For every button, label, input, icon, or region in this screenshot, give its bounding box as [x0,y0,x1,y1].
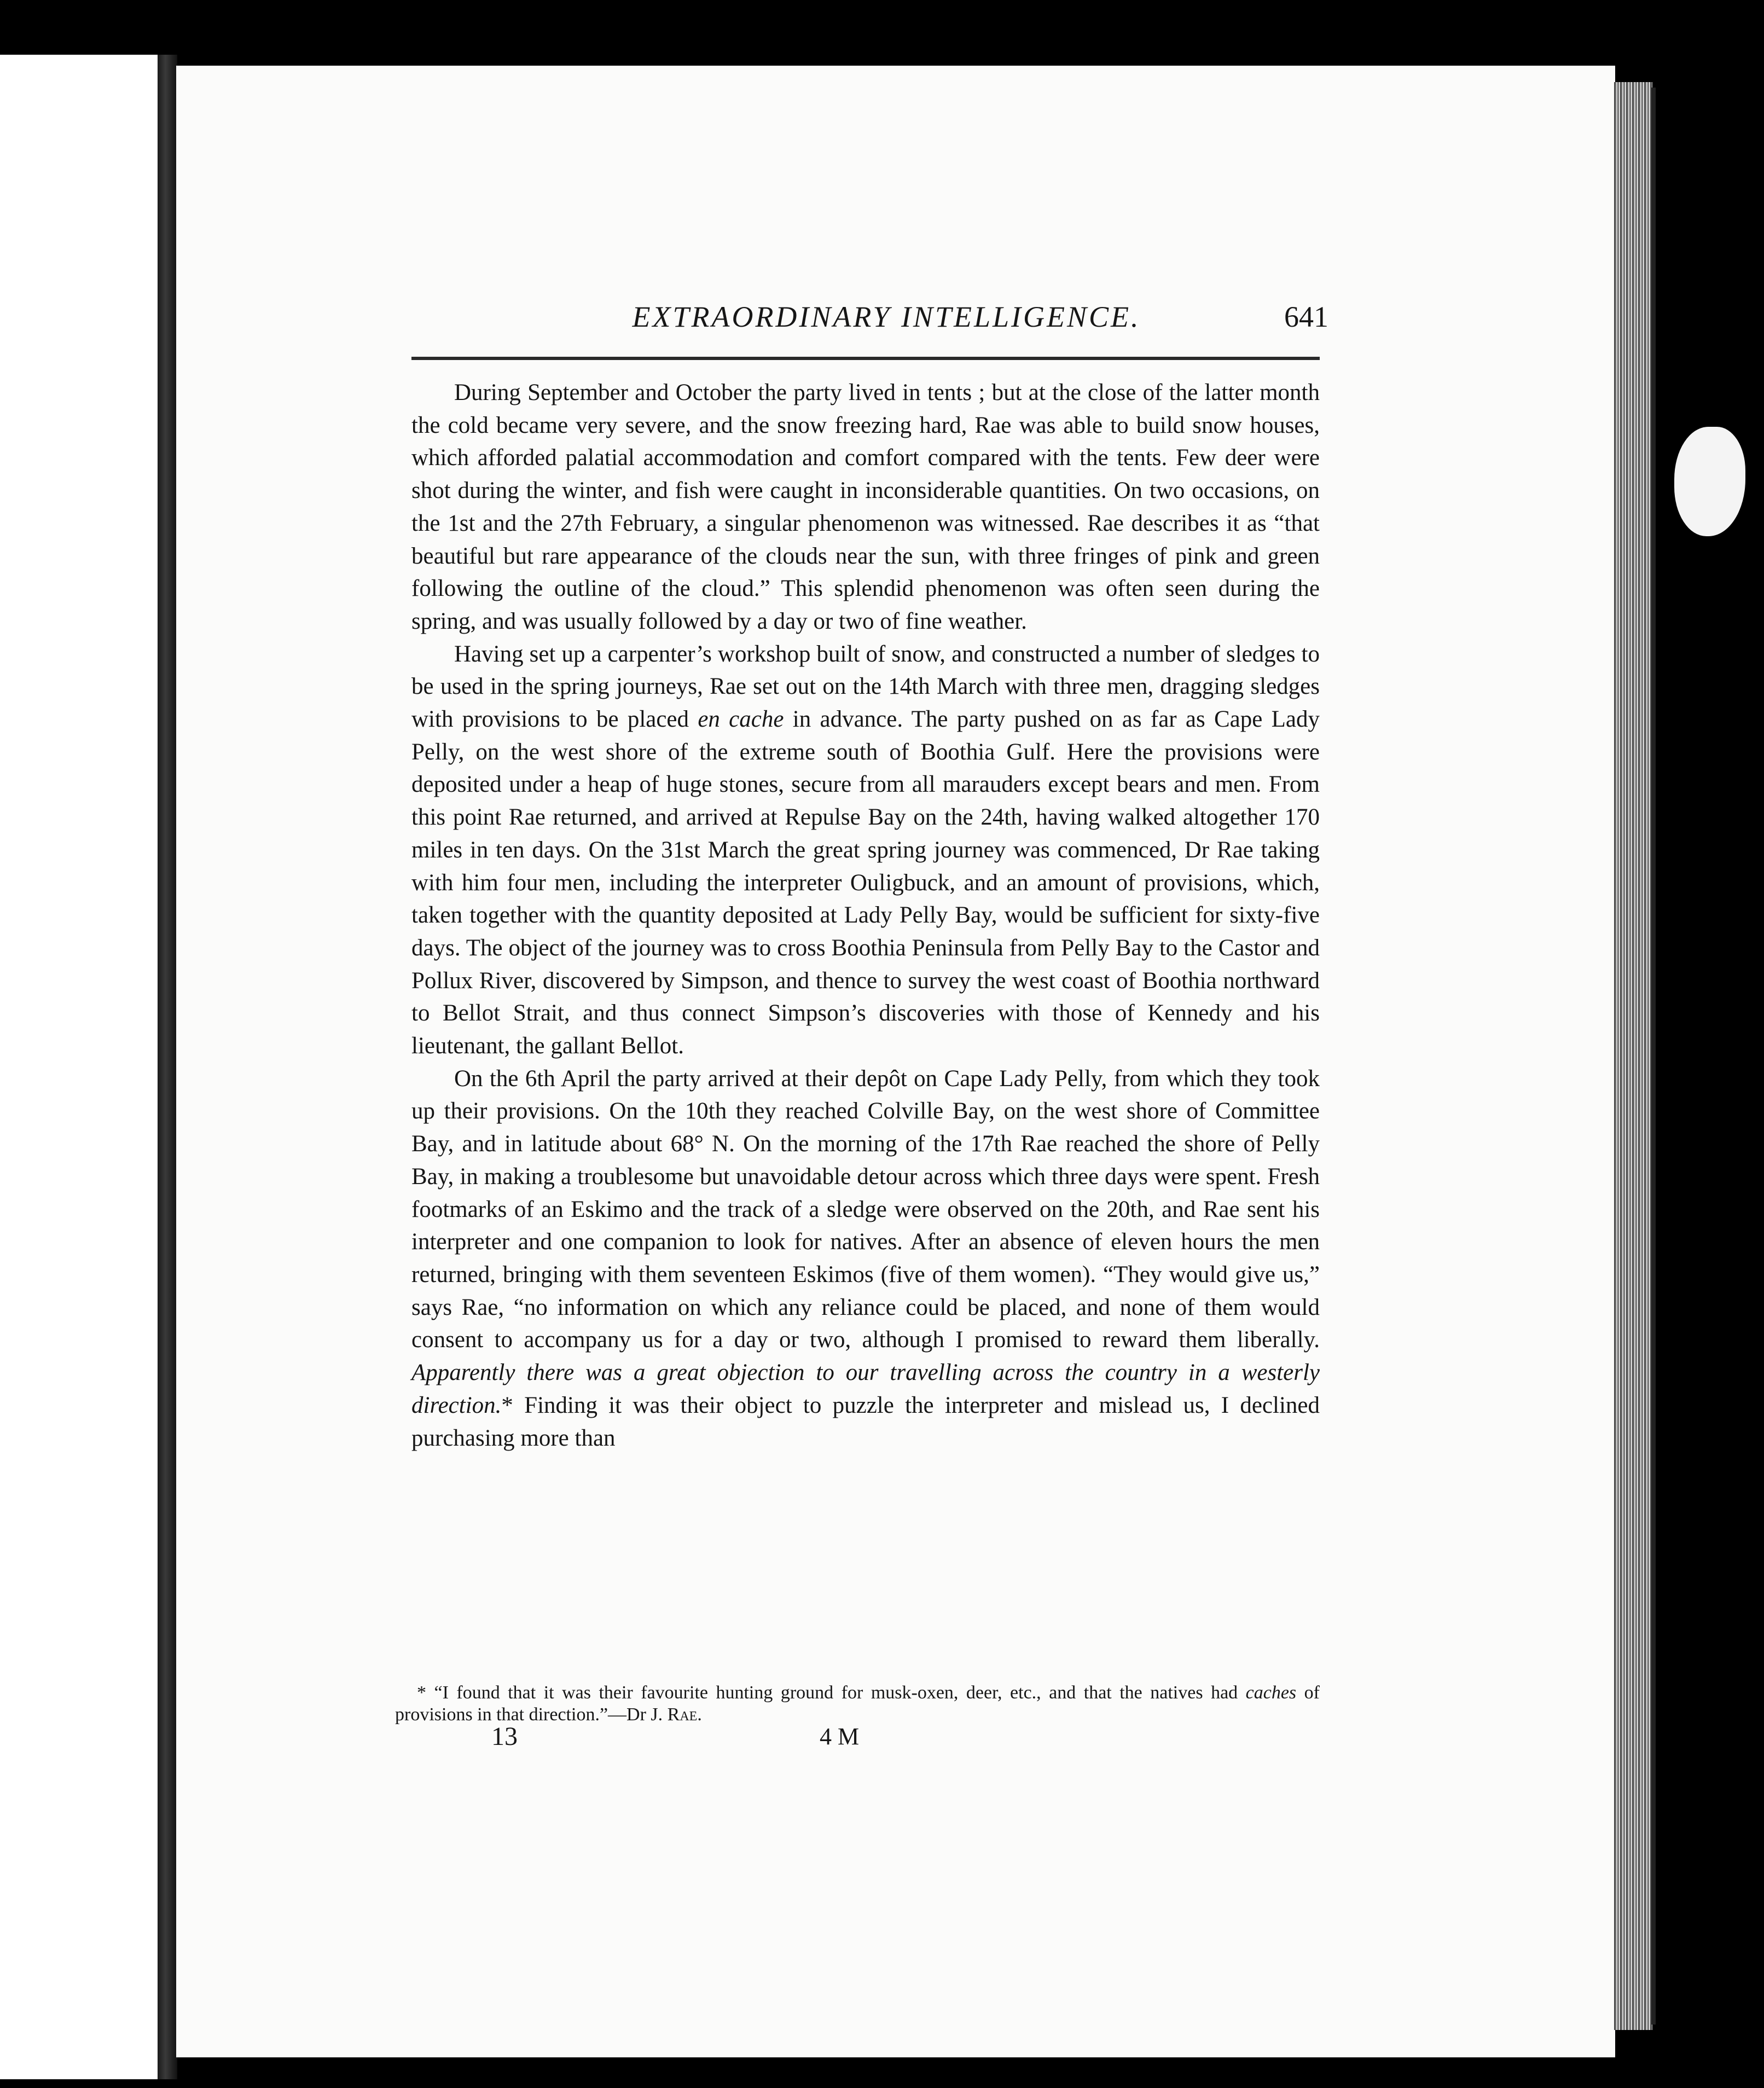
italic-phrase: en cache [698,706,784,733]
paragraph-text: Having set up a carpenter’s workshop built of snow, and constructed a number of sledges to be used in the spring journeys, Rae set out on the 14th March with three men, dragging sledges with provisions to be placed [411,641,1320,733]
page-edge-shadow [1651,88,1656,2025]
paragraph-text: * Finding it was their object to puzzle the interpreter and mislead us, I declined purchasing more than [411,1392,1320,1451]
body-text [411,376,1320,1454]
footnote-part: of provisions in that direction.”—Dr J. [395,1683,1320,1725]
paragraph [411,1063,1320,1454]
paragraph [411,638,1320,1063]
paragraph-text: On the 6th April the party arrived at their depôt on Cape Lady Pelly, from which they took up their provisions. On the 10th they reached Colville Bay, on the west shore of Committee Bay, and in latitude about 68° N. On the morning of the 17th Rae reached the shore of Pelly Bay, in making a troublesome but unavoidable detour across which three days were spent. Fresh footmarks of an Eskimo and the track of a sledge were observed on the 20th, and Rae sent his interpreter and one companion to look for natives. After an absence of eleven hours the men returned, bringing with them seventeen Eskimos (five of them women). “They would give us,” says Rae, “no information on which any reliance could be placed, and none of them would consent to accompany us for a day or two, although I promised to reward them liberally. [411,1065,1320,1353]
footnote [395,1682,1320,1726]
facing-page [0,55,159,2079]
paper-tear [1674,427,1745,536]
paragraph-text: During September and October the party lived in tents ; but at the close of the latter month the cold became very severe, and the snow freezing hard, Rae was able to build snow houses, which afforded palatial accommodation and comfort compared with the tents. Few deer were shot during the winter, and fish were caught in inconsiderable quantities. On two occasions, on the 1st and the 27th February, a singular phenomenon was witnessed. Rae describes it as “that beautiful but rare appearance of the clouds near the sun, with three fringes of pink and green following the outline of the cloud.” This splendid phenomenon was often seen during the spring, and was usually followed by a day or two of fine weather. [411,380,1320,634]
running-head: EXTRAORDINARY INTELLIGENCE. [632,300,1141,333]
footnote-text [395,1682,1320,1726]
italic-word: caches [1245,1683,1297,1703]
footnote-author: Rae. [667,1704,702,1725]
paragraph [411,376,1320,638]
signature-mark: 4 M [820,1723,860,1750]
signature-mark: 13 [491,1722,518,1751]
page-edges [1614,82,1652,2030]
footnote-part: * “I found that it was their favourite hunting ground for musk-oxen, deer, etc., and that the natives had [417,1683,1246,1703]
header-rule [411,357,1320,360]
italic-phrase: Apparently there was a great objection to our travelling across the country in a westerly direction. [411,1360,1320,1418]
page-number: 641 [1284,300,1328,333]
paragraph-text: in advance. The party pushed on as far as Cape Lady Pelly, on the west shore of the extreme south of Boothia Gulf. Here the provisions were deposited under a heap of huge stones, secure from all marauders except bears and men. From this point Rae returned, and arrived at Repulse Bay on the 24th, having walked altogether 170 miles in ten days. On the 31st March the great spring journey was commenced, Dr Rae taking with him four men, including the interpreter Ouligbuck, and an amount of provisions, which, taken together with the quantity deposited at Lady Pelly Bay, would be sufficient for sixty-five days. The object of the journey was to cross Boothia Peninsula from Pelly Bay to the Castor and Pollux River, discovered by Simpson, and thence to survey the west coast of Boothia northward to Bellot Strait, and thus connect Simpson’s discoveries with those of Kennedy and his lieutenant, the gallant Bellot. [411,706,1320,1059]
book-gutter [158,55,177,2079]
